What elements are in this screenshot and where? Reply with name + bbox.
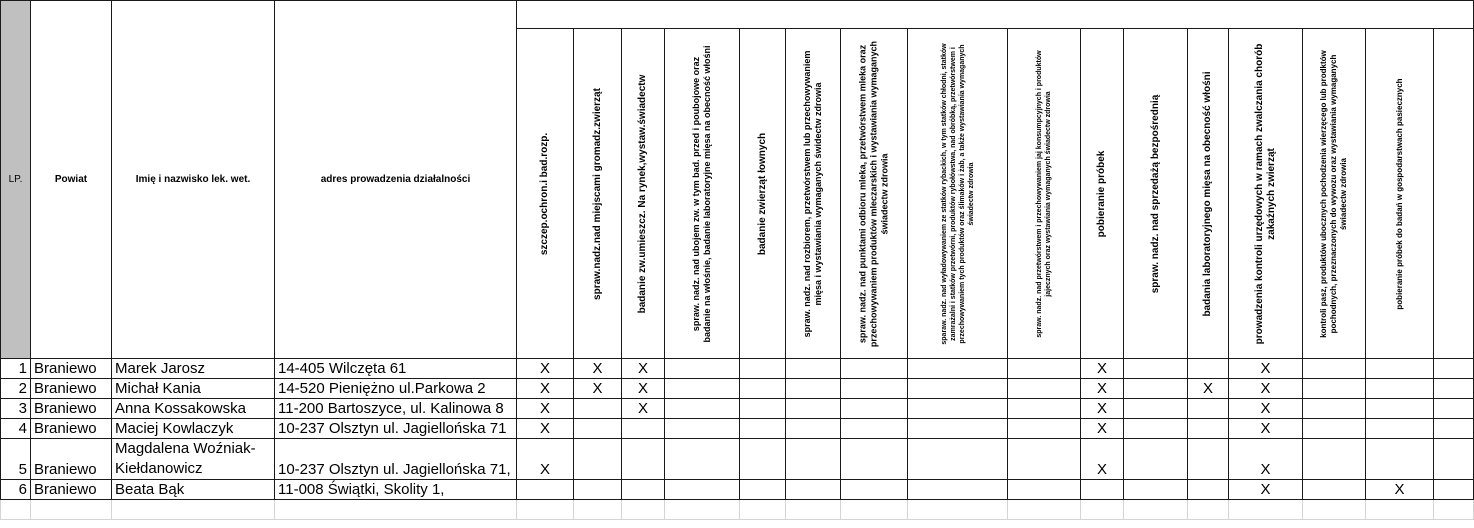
row-mark	[1366, 379, 1434, 399]
empty-cell	[786, 500, 841, 520]
row-lp: 1	[1, 359, 31, 379]
row-mark	[517, 480, 574, 500]
row-spare	[1434, 480, 1474, 500]
row-spare	[1434, 399, 1474, 419]
row-mark: X	[1081, 399, 1124, 419]
row-mark	[740, 480, 786, 500]
row-mark	[1008, 359, 1081, 379]
activity-header-label: prowadzenia kontroli urzędowych w ramach zwalczania chorób zakaźnych zwierząt	[1253, 43, 1277, 344]
activity-header-label: spraw. nadz. nad rozbiorem, przetwórstwem lub przechowywaniem mięsa i wystawiania wymaganych świdectw zdrowia	[802, 50, 823, 337]
activity-header-13	[1229, 29, 1303, 359]
row-mark	[665, 480, 740, 500]
row-mark	[1303, 439, 1366, 480]
activity-header-4	[665, 29, 740, 359]
row-mark	[740, 419, 786, 439]
row-mark	[665, 439, 740, 480]
activity-header-label: badanie zwierząt łownych	[756, 132, 768, 255]
row-mark: X	[1081, 419, 1124, 439]
row-mark	[1366, 439, 1434, 480]
row-mark: X	[1229, 399, 1303, 419]
activity-header-9	[1008, 29, 1081, 359]
row-mark: X	[622, 379, 665, 399]
row-mark	[786, 439, 841, 480]
powiat-header: Powiat	[31, 1, 112, 359]
row-mark: X	[1229, 480, 1303, 500]
row-mark: X	[622, 399, 665, 419]
row-mark	[1303, 359, 1366, 379]
table-row	[1, 480, 1474, 500]
activity-header-11	[1124, 29, 1188, 359]
activity-header-label: spraw. nadz. nad przetwórstwem i przechowywaniem jaj konsumpcyjnych i produktów jajecznych oraz wystawiania wymaganych świadectw zdrowia	[1036, 49, 1052, 338]
row-lp: 6	[1, 480, 31, 500]
activity-header-label: badanie zw.umieszcz. Na rynek,wystaw.świadectw	[637, 74, 648, 313]
row-mark: X	[517, 439, 574, 480]
row-powiat: Braniewo	[31, 379, 112, 399]
row-mark: X	[1229, 439, 1303, 480]
empty-cell	[665, 500, 740, 520]
empty-cell	[112, 500, 275, 520]
row-mark: X	[517, 379, 574, 399]
row-mark	[841, 379, 908, 399]
empty-row	[1, 500, 1474, 520]
activity-header-15	[1366, 29, 1434, 359]
row-mark	[1303, 419, 1366, 439]
row-mark	[908, 359, 1008, 379]
empty-cell	[574, 500, 622, 520]
row-vet-name: Michał Kania	[112, 379, 275, 399]
row-mark	[740, 399, 786, 419]
row-mark	[841, 480, 908, 500]
empty-cell	[1, 500, 31, 520]
row-mark	[665, 359, 740, 379]
empty-cell	[1081, 500, 1124, 520]
table-row	[1, 419, 1474, 439]
row-mark	[1303, 399, 1366, 419]
row-mark	[1081, 480, 1124, 500]
row-mark	[908, 379, 1008, 399]
row-mark: X	[622, 359, 665, 379]
row-mark: X	[1081, 379, 1124, 399]
row-mark	[1124, 399, 1188, 419]
row-mark: X	[1229, 359, 1303, 379]
row-address: 11-008 Świątki, Skolity 1,	[275, 480, 517, 500]
row-mark	[1188, 480, 1229, 500]
activity-header-1	[517, 29, 574, 359]
row-vet-name: Beata Bąk	[112, 480, 275, 500]
empty-cell	[1188, 500, 1229, 520]
activity-header-5	[740, 29, 786, 359]
row-lp: 4	[1, 419, 31, 439]
row-mark	[1008, 480, 1081, 500]
empty-cell	[1303, 500, 1366, 520]
row-mark: X	[517, 359, 574, 379]
activity-header-6	[786, 29, 841, 359]
row-mark	[1303, 379, 1366, 399]
empty-cell	[275, 500, 517, 520]
table-row	[1, 439, 1474, 480]
address-header: adres prowadzenia działalności	[275, 1, 517, 359]
row-lp: 3	[1, 399, 31, 419]
activity-header-8	[908, 29, 1008, 359]
activity-header-label: pobieranie próbek do badań w gospodarstwach pasiecznych	[1394, 77, 1404, 310]
row-mark	[622, 419, 665, 439]
row-mark	[786, 480, 841, 500]
row-address: 14-520 Pieniężno ul.Parkowa 2	[275, 379, 517, 399]
row-mark	[1188, 399, 1229, 419]
row-mark	[1008, 439, 1081, 480]
row-mark: X	[1188, 379, 1229, 399]
row-address: 10-237 Olsztyn ul. Jagiellońska 71,	[275, 439, 517, 480]
row-mark	[574, 480, 622, 500]
row-mark	[1303, 480, 1366, 500]
row-mark	[841, 359, 908, 379]
row-powiat: Braniewo	[31, 419, 112, 439]
row-mark	[1008, 399, 1081, 419]
row-mark	[740, 359, 786, 379]
row-mark	[1124, 480, 1188, 500]
empty-cell	[1434, 500, 1474, 520]
activity-header-label: pobieranie próbek	[1096, 150, 1107, 237]
row-mark	[740, 439, 786, 480]
row-mark: X	[1366, 480, 1434, 500]
row-mark	[574, 399, 622, 419]
row-mark	[574, 419, 622, 439]
row-vet-name: Marek Jarosz	[112, 359, 275, 379]
row-spare	[1434, 439, 1474, 480]
empty-cell	[908, 500, 1008, 520]
activity-header-7	[841, 29, 908, 359]
row-mark	[1366, 399, 1434, 419]
activity-header-label: spraw. nadz. nad punktami odbioru mleka, przetwórstwem mleka oraz przechowywaniem produktów mleczarskich i wystawiania wymaganych świadectw zdrowia	[857, 40, 890, 347]
row-mark	[786, 419, 841, 439]
table-row	[1, 379, 1474, 399]
row-mark	[786, 359, 841, 379]
row-mark	[574, 439, 622, 480]
row-powiat: Braniewo	[31, 439, 112, 480]
row-address: 14-405 Wilczęta 61	[275, 359, 517, 379]
empty-cell	[1366, 500, 1434, 520]
activity-header-spare	[1434, 29, 1474, 359]
table-row	[1, 359, 1474, 379]
row-mark	[1124, 439, 1188, 480]
row-mark	[1188, 419, 1229, 439]
row-powiat: Braniewo	[31, 359, 112, 379]
activity-header-label: badania laboratoryjnego mięsa na obecność włośni	[1202, 70, 1213, 317]
activity-header-label: sparaw. nadz. nad wyładowywaniem ze statków rybackich, w tym statków chłodni, statków zamrażalni i statków przetwórni, produktów rybołówstwa, nad obróbką, przetwórstwem i przechowywaniem tych produktów oraz ślimaków i żab, a także wystawiania wymaganych świadectw zdrowia	[940, 42, 975, 345]
row-mark: X	[574, 379, 622, 399]
row-mark: X	[517, 419, 574, 439]
empty-cell	[1124, 500, 1188, 520]
activity-header-2	[574, 29, 622, 359]
activity-header-label: spraw. nadz. nad ubojem zw. w tym bad. przed i poubojowe oraz badanie na włośnie, badanie laboratoryjne mięsa na obecność włośni	[691, 44, 712, 343]
activity-group-header	[517, 1, 1474, 29]
empty-cell	[31, 500, 112, 520]
empty-cell	[740, 500, 786, 520]
activity-header-3	[622, 29, 665, 359]
row-vet-name: Anna Kossakowska	[112, 399, 275, 419]
row-mark	[622, 439, 665, 480]
row-mark	[908, 480, 1008, 500]
vet-name-header: Imię i nazwisko lek. wet.	[112, 1, 275, 359]
empty-cell	[622, 500, 665, 520]
row-mark	[841, 419, 908, 439]
empty-cell	[841, 500, 908, 520]
row-mark	[786, 399, 841, 419]
activity-header-label: kontroli pasz, produktów ubocznych pochodzenia wierzęcego lub prodktów pochodnych, przeznaczonych do wywozu oraz wystawiania wymaganych świadectw zdrowia	[1319, 49, 1348, 338]
empty-cell	[1008, 500, 1081, 520]
row-vet-name: Magdalena Woźniak-Kiełdanowicz	[112, 439, 275, 480]
row-mark	[665, 379, 740, 399]
activity-header-12	[1188, 29, 1229, 359]
row-mark	[841, 439, 908, 480]
row-address: 11-200 Bartoszyce, ul. Kalinowa 8	[275, 399, 517, 419]
empty-cell	[517, 500, 574, 520]
row-mark	[1008, 379, 1081, 399]
row-powiat: Braniewo	[31, 480, 112, 500]
row-powiat: Braniewo	[31, 399, 112, 419]
row-mark	[1008, 419, 1081, 439]
row-mark: X	[574, 359, 622, 379]
activity-header-label: spraw. nadz. nad sprzedażą bezpośrednią	[1149, 94, 1161, 293]
activity-header-14	[1303, 29, 1366, 359]
row-mark	[622, 480, 665, 500]
row-lp: 2	[1, 379, 31, 399]
activity-header-10	[1081, 29, 1124, 359]
row-mark	[665, 399, 740, 419]
row-spare	[1434, 359, 1474, 379]
lp-header: LP.	[1, 1, 31, 359]
table-row	[1, 399, 1474, 419]
row-mark	[740, 379, 786, 399]
row-mark: X	[517, 399, 574, 419]
row-mark	[908, 439, 1008, 480]
row-mark	[1188, 359, 1229, 379]
row-vet-name: Maciej Kowlaczyk	[112, 419, 275, 439]
row-mark	[665, 419, 740, 439]
activity-header-label: szczep.ochron.i bad.rozp.	[539, 132, 550, 255]
row-mark	[908, 419, 1008, 439]
row-mark	[1366, 359, 1434, 379]
row-mark: X	[1081, 359, 1124, 379]
row-mark: X	[1229, 419, 1303, 439]
row-mark: X	[1081, 439, 1124, 480]
row-spare	[1434, 419, 1474, 439]
row-lp: 5	[1, 439, 31, 480]
row-mark	[1124, 419, 1188, 439]
row-address: 10-237 Olsztyn ul. Jagiellońska 71	[275, 419, 517, 439]
row-spare	[1434, 379, 1474, 399]
row-mark	[841, 399, 908, 419]
row-mark: X	[1229, 379, 1303, 399]
row-mark	[1124, 359, 1188, 379]
row-mark	[1366, 419, 1434, 439]
row-mark	[1188, 439, 1229, 480]
row-mark	[1124, 379, 1188, 399]
empty-cell	[1229, 500, 1303, 520]
activity-header-label: spraw.nadz.nad miejscami gromadz.zwierząt	[591, 87, 603, 300]
row-mark	[908, 399, 1008, 419]
row-mark	[786, 379, 841, 399]
